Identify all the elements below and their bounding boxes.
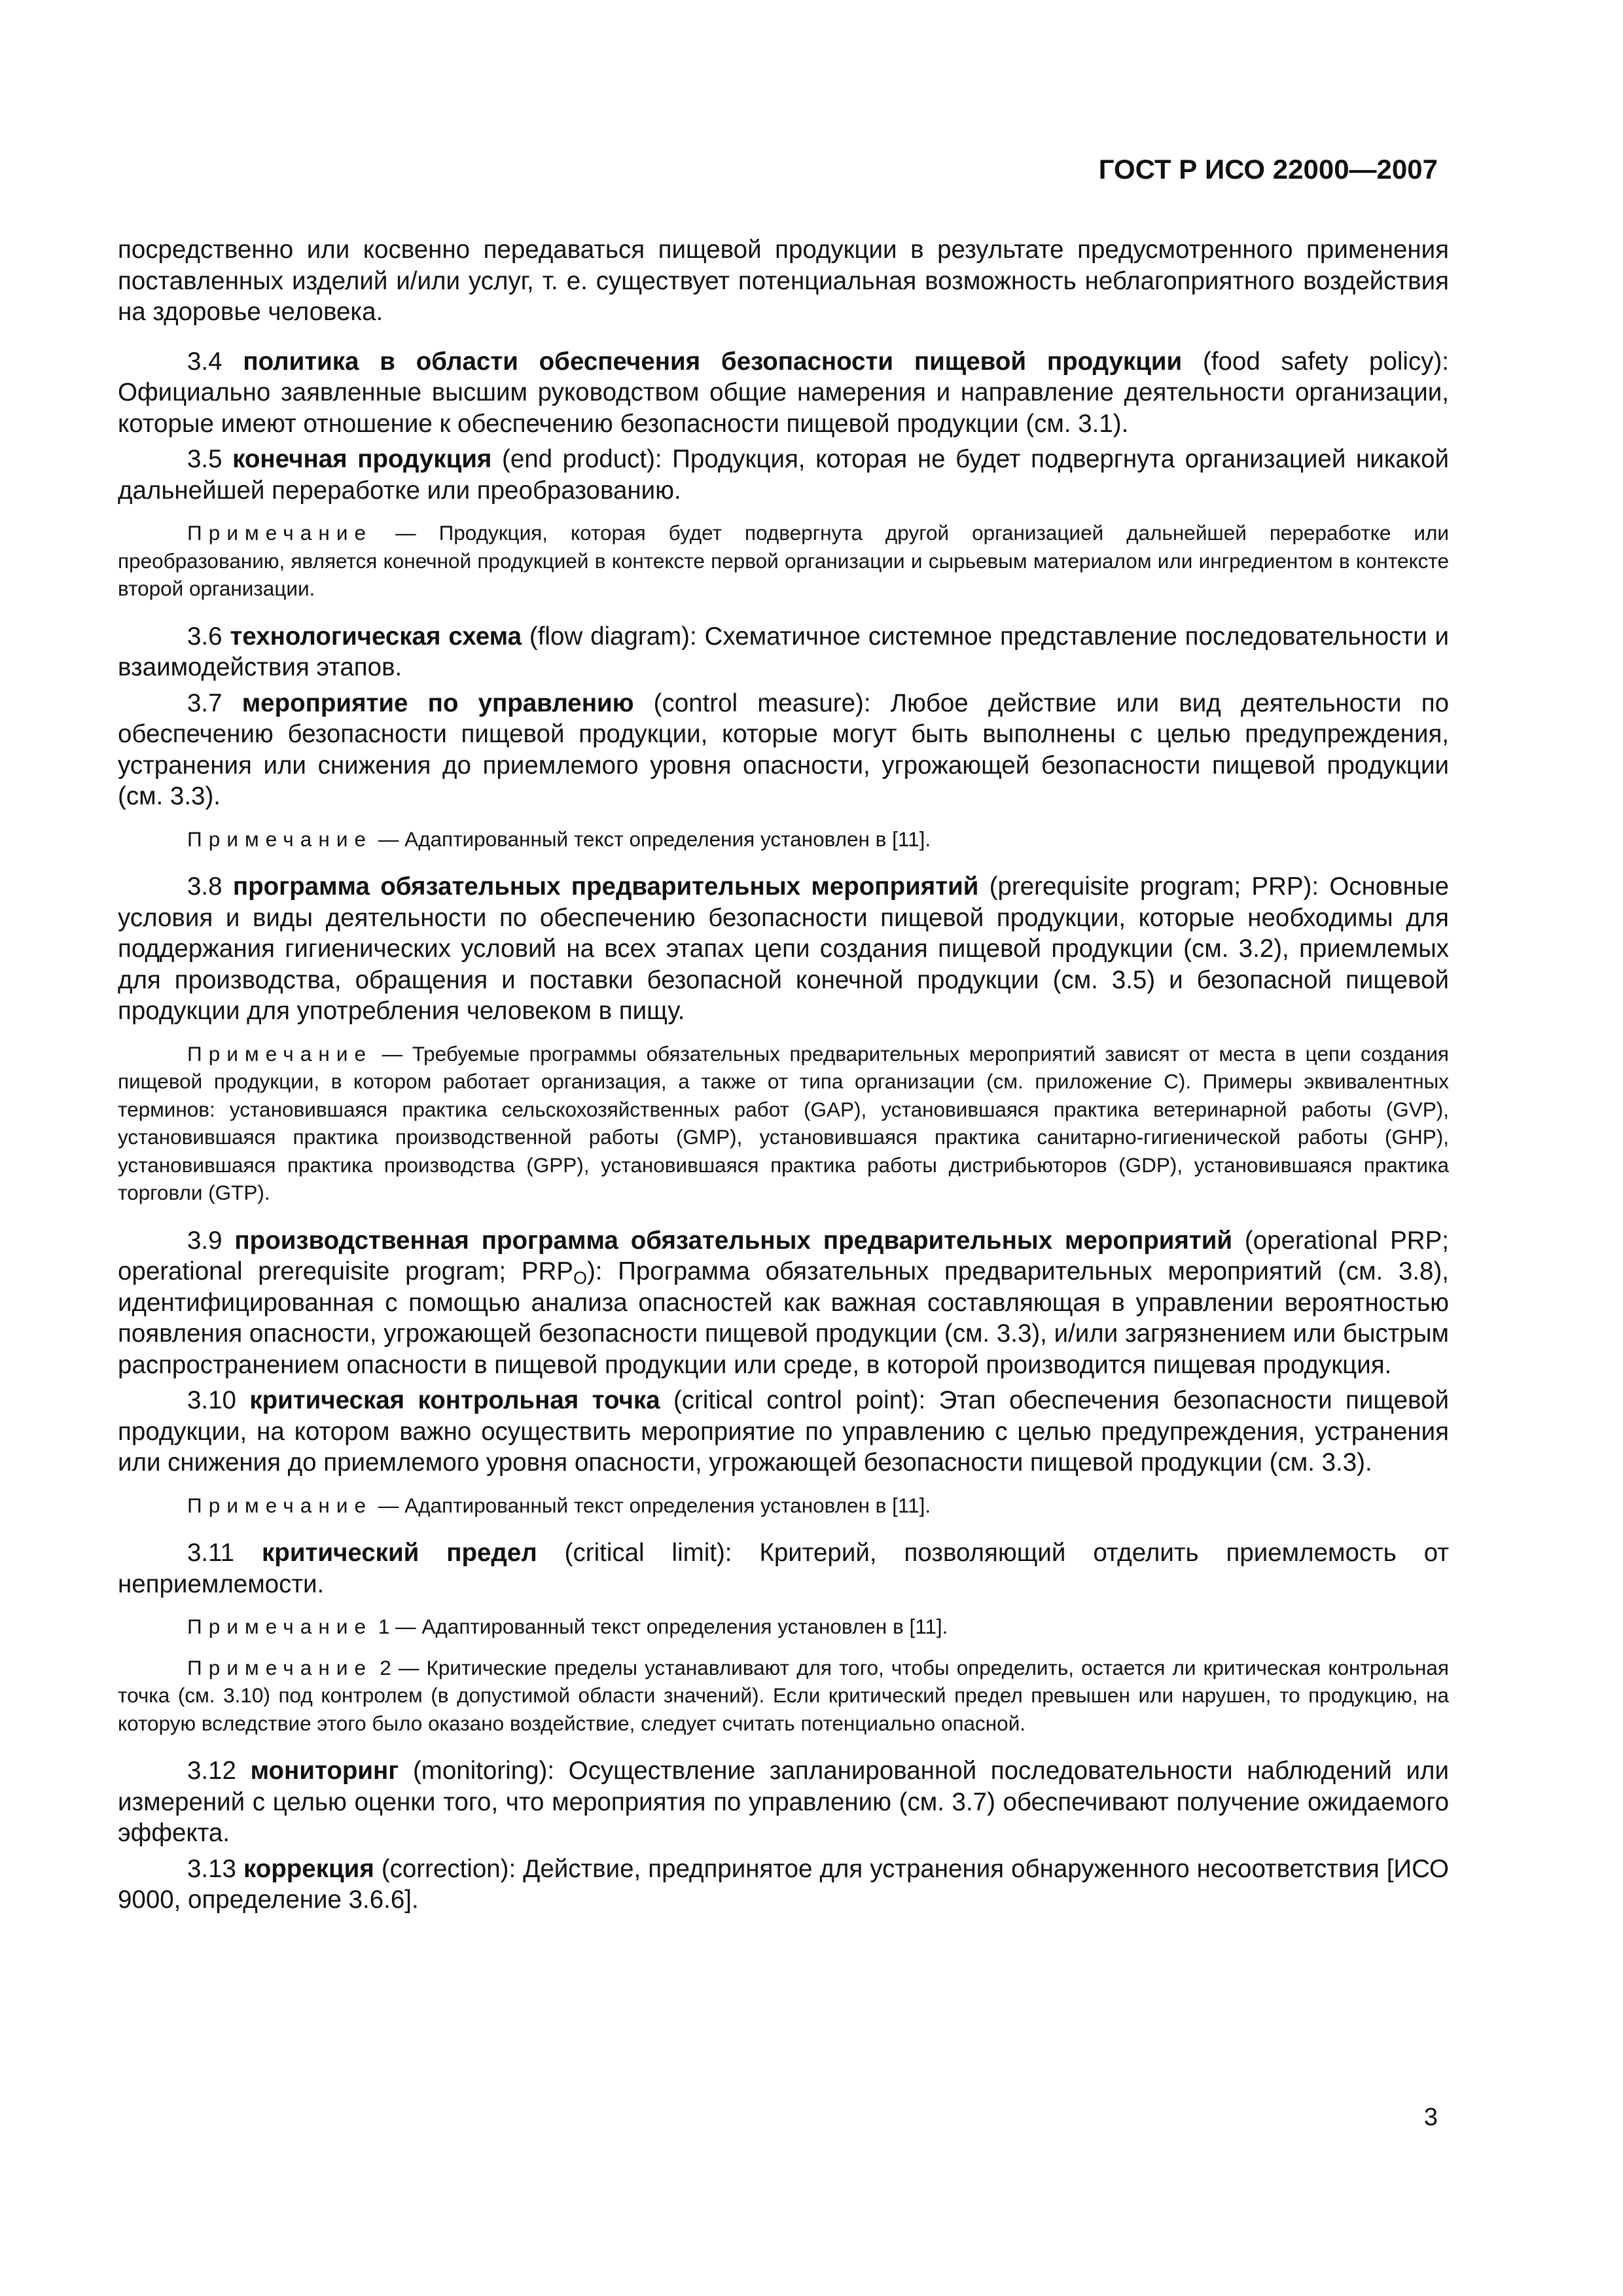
note-number: 2	[372, 1655, 391, 1679]
term-number: 3.5	[187, 445, 223, 473]
note-text: — Требуемые программы обязательных предварительных мероприятий зависят от места в цепи создания пищевой продукции, в котором работает организация, а также от типа организации (см. приложение С). Примеры эквивалентных терминов: установившаяся практика сельскохозяйственных работ (GAP), установившаяся практика ветеринарной работы (GVP), установившаяся практика производственной работы (GMP), установившаяся практика санитарно-гигиенической работы (GHP), установившаяся практика производства (GPP), установившаяся практика работы дистрибьюторов (GDP), установившаяся практика торговли (GTP).	[118, 1041, 1449, 1204]
term-definition: (food safety policy): Официально заявленные высшим руководством общие намерения и направление деятельности организации, которые имеют отношение к обеспечению безопасности пищевой продукции (см. 3.1).	[118, 347, 1449, 438]
term-name: политика в области обеспечения безопасности пищевой продукции	[243, 347, 1183, 376]
term-name: коррекция	[243, 1854, 374, 1883]
term-3-6	[118, 621, 1449, 683]
term-name: технологическая схема	[230, 622, 522, 651]
term-definition: (end product): Продукция, которая не будет подвергнута организацией никакой дальнейшей переработке или преобразованию.	[118, 445, 1449, 505]
term-definition: (critical control point): Этап обеспечения безопасности пищевой продукции, на котором важно осуществить мероприятие по управлению с целью предупреждения, устранения или снижения до приемлемого уровня опасности, угрожающей безопасности пищевой продукции (см. 3.3).	[118, 1386, 1449, 1477]
term-number: 3.9	[187, 1226, 223, 1255]
term-number: 3.11	[187, 1539, 235, 1567]
term-3-4	[118, 346, 1449, 440]
page-body	[118, 234, 1449, 1916]
standard-designation: ГОСТ Р ИСО 22000—2007	[1098, 154, 1438, 185]
term-3-11	[118, 1537, 1449, 1600]
term-number: 3.8	[187, 872, 223, 901]
term-definition-start: (operational PRP; operational prerequisite program; PRP	[118, 1226, 1449, 1285]
term-number: 3.10	[187, 1386, 236, 1414]
note-label: Примечание	[187, 827, 373, 851]
term-3-10	[118, 1385, 1449, 1479]
term-3-5	[118, 444, 1449, 506]
note-label: Примечание	[187, 1655, 373, 1679]
note-text: — Продукция, которая будет подвергнута другой организацией дальнейшей переработке или преобразованию, является конечной продукцией в контексте первой организации и сырьевым материалом или ингредиентом в контексте второй организации.	[118, 521, 1449, 600]
term-3-13	[118, 1854, 1449, 1916]
paragraph-continuation: посредственно или косвенно передаваться пищевой продукции в результате предусмотренного применения поставленных изделий и/или услуг, т. е. существует потенциальная возможность неблагоприятного воздействия на здоровье человека.	[118, 236, 1449, 326]
note-text: — Адаптированный текст определения установлен в [11].	[389, 1615, 948, 1638]
term-number: 3.13	[187, 1854, 236, 1883]
note-text: — Критические пределы устанавливают для того, чтобы определить, остается ли критическая контрольная точка (см. 3.10) под контролем (в допустимой области значений). Если критический предел превышен или нарушен, то продукцию, на которую вследствие этого было оказано воздействие, следует считать потенциально опасной.	[118, 1655, 1449, 1735]
subscript-o: O	[573, 1268, 587, 1288]
term-3-8	[118, 871, 1449, 1027]
note-label: Примечание	[187, 521, 373, 545]
note-text: — Адаптированный текст определения установлен в [11].	[372, 827, 931, 851]
note-3-10	[118, 1492, 1449, 1520]
term-name: мероприятие по управлению	[241, 689, 634, 717]
term-name: мониторинг	[250, 1757, 399, 1785]
term-definition: (correction): Действие, предпринятое для устранения обнаруженного несоответствия [ИСО 9000, определение 3.6.6].	[118, 1854, 1449, 1914]
term-name: программа обязательных предварительных мероприятий	[232, 872, 979, 901]
term-definition: (critical limit): Критерий, позволяющий отделить приемлемость от неприемлемости.	[118, 1539, 1449, 1598]
term-number: 3.4	[187, 347, 223, 376]
note-3-8	[118, 1040, 1449, 1207]
term-name: критическая контрольная точка	[249, 1386, 660, 1414]
term-definition: (control measure): Любое действие или вид деятельности по обеспечению безопасности пищевой продукции, которые могут быть выполнены с целью предупреждения, устранения или снижения до приемлемого уровня опасности, угрожающей безопасности пищевой продукции (см. 3.3).	[118, 689, 1449, 810]
note-label: Примечание	[187, 1493, 373, 1517]
term-definition: (flow diagram): Схематичное системное представление последовательности и взаимодействия этапов.	[118, 622, 1449, 681]
term-number: 3.6	[187, 622, 223, 651]
term-name: производственная программа обязательных предварительных мероприятий	[234, 1226, 1233, 1255]
note-3-5	[118, 519, 1449, 603]
note-3-11-1	[118, 1613, 1449, 1641]
note-label: Примечание	[187, 1615, 373, 1638]
note-label: Примечание	[187, 1041, 373, 1066]
term-name: критический предел	[262, 1539, 537, 1567]
term-definition: (monitoring): Осуществление запланированной последовательности наблюдений или измерений с целью оценки того, что мероприятия по управлению (см. 3.7) обеспечивают получение ожидаемого эффекта.	[118, 1757, 1449, 1847]
term-number: 3.7	[187, 689, 223, 717]
term-definition-end: ): Программа обязательных предварительных мероприятий (см. 3.8), идентифицированная с помощью анализа опасностей как важная составляющая в управлении вероятностью появления опасности, угрожающей безопасности пищевой продукции (см. 3.3), и/или загрязнением или быстрым распространением опасности в пищевой продукции или среде, в которой производится пищевая продукция.	[118, 1257, 1449, 1379]
note-3-11-2	[118, 1654, 1449, 1738]
term-3-12	[118, 1755, 1449, 1849]
term-3-9	[118, 1225, 1449, 1381]
page-number: 3	[1423, 2104, 1438, 2131]
term-definition: (prerequisite program; PRP): Основные условия и виды деятельности по обеспечению безопасности пищевой продукции, которые необходимы для поддержания гигиенических условий на всех этапах цепи создания пищевой продукции (см. 3.2), приемлемых для производства, обращения и поставки безопасной конечной продукции (см. 3.5) и безопасной пищевой продукции для употребления человеком в пищу.	[118, 872, 1449, 1025]
term-name: конечная продукция	[232, 445, 492, 473]
note-text: — Адаптированный текст определения установлен в [11].	[372, 1493, 931, 1517]
term-3-7	[118, 688, 1449, 812]
note-3-7	[118, 825, 1449, 853]
note-number: 1	[372, 1615, 390, 1638]
term-number: 3.12	[187, 1757, 236, 1785]
